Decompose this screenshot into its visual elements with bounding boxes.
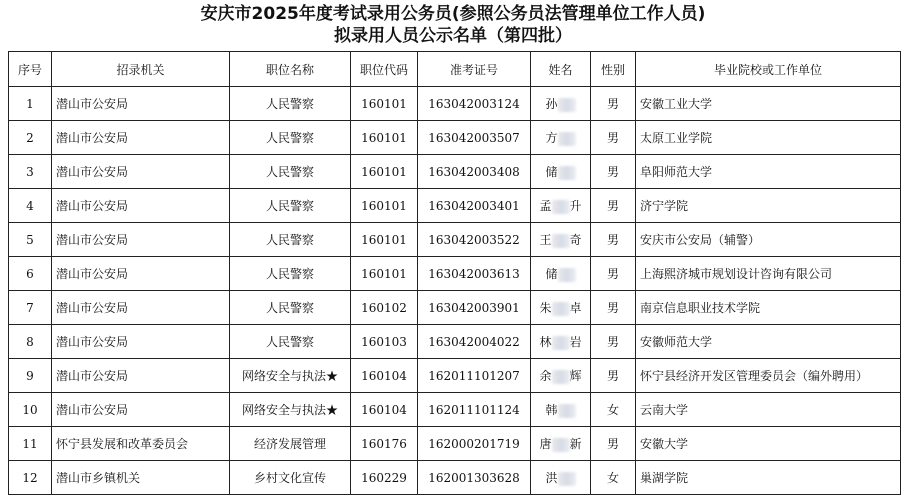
cell-ticket: 163042003401	[418, 189, 531, 223]
name-surname: 孙	[545, 97, 558, 111]
cell-name	[531, 87, 591, 121]
table-header-row	[9, 52, 901, 87]
table-row	[9, 291, 901, 325]
cell-name	[531, 393, 591, 427]
name-given: 奇	[569, 233, 582, 247]
name-given: 升	[569, 199, 582, 213]
table-row	[9, 427, 901, 461]
cell-ticket: 162000201719	[418, 427, 531, 461]
cell-school: 太原工业学院	[636, 121, 901, 155]
cell-org: 潜山市乡镇机关	[52, 461, 230, 495]
cell-post: 人民警察	[230, 223, 351, 257]
cell-ticket: 163042003408	[418, 155, 531, 189]
cell-ticket: 163042003613	[418, 257, 531, 291]
cell-name	[531, 427, 591, 461]
cell-ticket: 163042003901	[418, 291, 531, 325]
cell-ticket: 163042003124	[418, 87, 531, 121]
cell-gender: 男	[591, 223, 636, 257]
name-redaction-mask	[552, 234, 570, 248]
cell-org: 潜山市公安局	[52, 223, 230, 257]
name-given: 岩	[569, 335, 582, 349]
cell-org: 怀宁县发展和改革委员会	[52, 427, 230, 461]
table-row	[9, 359, 901, 393]
cell-gender: 男	[591, 257, 636, 291]
cell-name	[531, 121, 591, 155]
table-row	[9, 223, 901, 257]
cell-org: 潜山市公安局	[52, 325, 230, 359]
cell-code: 160229	[351, 461, 418, 495]
cell-no: 1	[9, 87, 52, 121]
header-code: 职位代码	[351, 52, 418, 87]
table-row	[9, 461, 901, 495]
cell-org: 潜山市公安局	[52, 257, 230, 291]
table-row	[9, 325, 901, 359]
name-surname: 孟	[539, 199, 552, 213]
name-redaction-mask	[558, 404, 576, 418]
header-ticket: 准考证号	[418, 52, 531, 87]
cell-org: 潜山市公安局	[52, 359, 230, 393]
document-subtitle: 拟录用人员公示名单（第四批）	[334, 26, 572, 46]
cell-ticket: 163042003507	[418, 121, 531, 155]
cell-name	[531, 155, 591, 189]
cell-name	[531, 325, 591, 359]
name-redaction-mask	[552, 336, 570, 350]
name-redaction-mask	[558, 98, 576, 112]
cell-org: 潜山市公安局	[52, 393, 230, 427]
cell-name	[531, 461, 591, 495]
cell-school: 巢湖学院	[636, 461, 901, 495]
name-redaction-mask	[552, 200, 570, 214]
table-row	[9, 257, 901, 291]
cell-gender: 男	[591, 189, 636, 223]
name-redaction-mask	[558, 268, 576, 282]
cell-no: 4	[9, 189, 52, 223]
cell-no: 5	[9, 223, 52, 257]
cell-org: 潜山市公安局	[52, 121, 230, 155]
name-surname: 林	[539, 335, 552, 349]
cell-org: 潜山市公安局	[52, 87, 230, 121]
cell-school: 阜阳师范大学	[636, 155, 901, 189]
cell-post: 网络安全与执法★	[230, 393, 351, 427]
cell-gender: 男	[591, 427, 636, 461]
cell-gender: 男	[591, 155, 636, 189]
cell-post: 人民警察	[230, 155, 351, 189]
cell-no: 8	[9, 325, 52, 359]
cell-gender: 男	[591, 291, 636, 325]
cell-name	[531, 291, 591, 325]
header-no: 序号	[9, 52, 52, 87]
cell-name	[531, 359, 591, 393]
cell-code: 160104	[351, 393, 418, 427]
cell-no: 12	[9, 461, 52, 495]
cell-gender: 女	[591, 393, 636, 427]
cell-name	[531, 223, 591, 257]
cell-post: 乡村文化宣传	[230, 461, 351, 495]
cell-school: 安徽大学	[636, 427, 901, 461]
cell-no: 2	[9, 121, 52, 155]
name-given: 卓	[569, 301, 582, 315]
cell-code: 160101	[351, 223, 418, 257]
cell-no: 7	[9, 291, 52, 325]
header-school: 毕业院校或工作单位	[636, 52, 901, 87]
cell-code: 160101	[351, 87, 418, 121]
cell-school: 南京信息职业技术学院	[636, 291, 901, 325]
header-org: 招录机关	[52, 52, 230, 87]
cell-post: 人民警察	[230, 257, 351, 291]
cell-post: 人民警察	[230, 291, 351, 325]
name-surname: 储	[545, 165, 558, 179]
name-redaction-mask	[558, 472, 576, 486]
name-surname: 储	[545, 267, 558, 281]
cell-gender: 男	[591, 359, 636, 393]
name-redaction-mask	[552, 370, 570, 384]
cell-school: 安徽工业大学	[636, 87, 901, 121]
name-surname: 余	[539, 369, 552, 383]
cell-no: 9	[9, 359, 52, 393]
table-row	[9, 121, 901, 155]
cell-gender: 女	[591, 461, 636, 495]
cell-post: 人民警察	[230, 121, 351, 155]
cell-post: 人民警察	[230, 189, 351, 223]
header-post: 职位名称	[230, 52, 351, 87]
table-row	[9, 393, 901, 427]
name-surname: 韩	[545, 403, 558, 417]
document-title: 安庆市2025年度考试录用公务员(参照公务员法管理单位工作人员)	[200, 4, 706, 24]
cell-org: 潜山市公安局	[52, 291, 230, 325]
cell-no: 11	[9, 427, 52, 461]
cell-code: 160102	[351, 291, 418, 325]
cell-ticket: 162001303628	[418, 461, 531, 495]
cell-ticket: 162011101124	[418, 393, 531, 427]
cell-post: 人民警察	[230, 325, 351, 359]
cell-post: 网络安全与执法★	[230, 359, 351, 393]
cell-school: 安徽师范大学	[636, 325, 901, 359]
cell-post: 人民警察	[230, 87, 351, 121]
cell-code: 160103	[351, 325, 418, 359]
cell-code: 160101	[351, 257, 418, 291]
cell-org: 潜山市公安局	[52, 189, 230, 223]
cell-code: 160101	[351, 155, 418, 189]
name-given: 新	[569, 437, 582, 451]
cell-code: 160101	[351, 189, 418, 223]
cell-no: 3	[9, 155, 52, 189]
cell-school: 上海熙济城市规划设计咨询有限公司	[636, 257, 901, 291]
cell-code: 160101	[351, 121, 418, 155]
cell-school: 安庆市公安局（辅警）	[636, 223, 901, 257]
cell-school: 济宁学院	[636, 189, 901, 223]
name-surname: 方	[545, 131, 558, 145]
cell-name	[531, 257, 591, 291]
table-row	[9, 87, 901, 121]
cell-code: 160176	[351, 427, 418, 461]
cell-no: 10	[9, 393, 52, 427]
cell-code: 160104	[351, 359, 418, 393]
candidate-table	[8, 51, 901, 495]
name-redaction-mask	[552, 302, 570, 316]
name-surname: 王	[539, 233, 552, 247]
cell-gender: 男	[591, 87, 636, 121]
name-surname: 洪	[545, 471, 558, 485]
cell-org: 潜山市公安局	[52, 155, 230, 189]
name-surname: 朱	[539, 301, 552, 315]
header-name: 姓名	[531, 52, 591, 87]
cell-ticket: 163042003522	[418, 223, 531, 257]
cell-ticket: 163042004022	[418, 325, 531, 359]
cell-no: 6	[9, 257, 52, 291]
cell-school: 怀宁县经济开发区管理委员会（编外聘用）	[636, 359, 901, 393]
cell-post: 经济发展管理	[230, 427, 351, 461]
cell-gender: 男	[591, 325, 636, 359]
table-row	[9, 155, 901, 189]
cell-name	[531, 189, 591, 223]
name-surname: 唐	[539, 437, 552, 451]
table-row	[9, 189, 901, 223]
cell-school: 云南大学	[636, 393, 901, 427]
name-given: 辉	[569, 369, 582, 383]
cell-gender: 男	[591, 121, 636, 155]
name-redaction-mask	[552, 438, 570, 452]
name-redaction-mask	[558, 132, 576, 146]
name-redaction-mask	[558, 166, 576, 180]
header-gender: 性别	[591, 52, 636, 87]
cell-ticket: 162011101207	[418, 359, 531, 393]
